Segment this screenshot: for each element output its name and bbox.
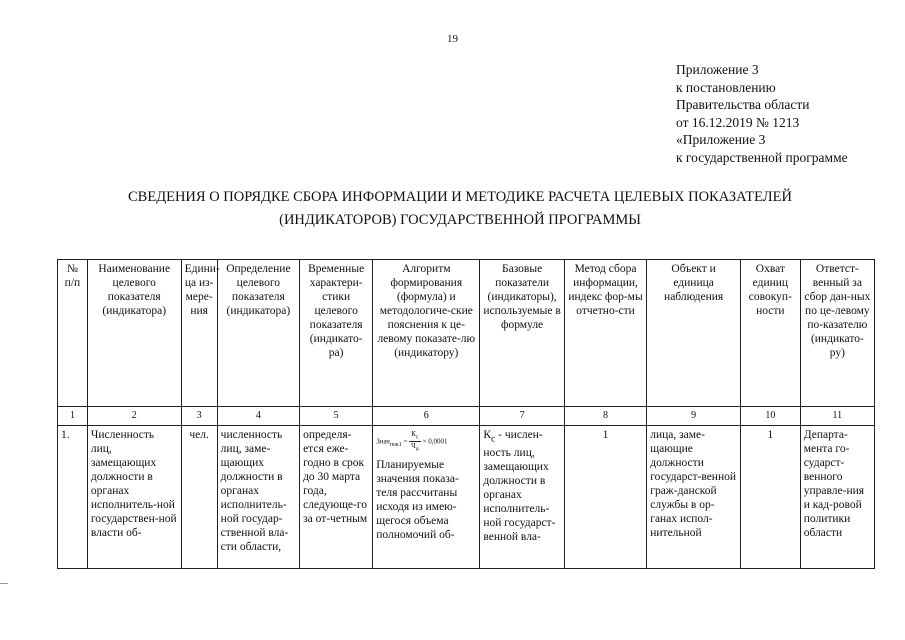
table-row bbox=[58, 426, 875, 569]
appendix-line: Правительства области bbox=[676, 97, 810, 112]
algorithm-explanation: Планируемые значения показа-теля рассчитаны исходя из имею-щегося объема полномочий об- bbox=[376, 458, 459, 541]
document-title bbox=[60, 186, 860, 232]
unit-of-measure: чел. bbox=[181, 426, 217, 569]
collection-method: 1 bbox=[564, 426, 646, 569]
header-cell: Временные характери-стики целевого показателя (индикато-ра) bbox=[300, 260, 373, 407]
indicator-name: Численность лиц, замещающих должности в органах исполнитель-ной государствен-ной власти об- bbox=[87, 426, 181, 569]
appendix-line: к государственной программе bbox=[676, 149, 848, 165]
indicator-definition: численность лиц, заме-щающих должности в органах исполнитель-ной государ-ственной вла-сти области, bbox=[217, 426, 299, 569]
algorithm-cell bbox=[373, 426, 480, 569]
column-number: 1 bbox=[58, 407, 88, 426]
appendix-reference bbox=[676, 61, 848, 166]
coverage: 1 bbox=[740, 426, 800, 569]
column-number: 11 bbox=[800, 407, 874, 426]
header-cell: № п/п bbox=[58, 260, 88, 407]
table-header-row bbox=[58, 260, 875, 407]
header-cell: Ответст-венный за сбор дан-ных по це-левому по-казателю (индикато-ру) bbox=[800, 260, 874, 407]
base-indicators: $К_с$ - числен-ность лиц, замещающих должности в органах исполнитель-ной государст-венной вла- bbox=[480, 426, 564, 569]
header-cell: Едини-ца из-мере-ния bbox=[181, 260, 217, 407]
responsible-party: Департа-мента го-сударст-венного управле-ния и кад-ровой политики области bbox=[800, 426, 874, 569]
header-cell: Метод сбора информации, индекс фор-мы отчетно-сти bbox=[564, 260, 646, 407]
column-number: 7 bbox=[480, 407, 564, 426]
header-cell: Определение целевого показателя (индикатора) bbox=[217, 260, 299, 407]
header-cell: Наименование целевого показателя (индикатора) bbox=[87, 260, 181, 407]
header-cell: Объект и единица наблюдения bbox=[647, 260, 741, 407]
appendix-line: Приложение 3 bbox=[676, 62, 759, 77]
column-number: 2 bbox=[87, 407, 181, 426]
row-number: 1. bbox=[58, 426, 88, 569]
appendix-line: от 16.12.2019 № 1213 bbox=[676, 114, 800, 130]
appendix-line: к постановлению bbox=[676, 79, 776, 95]
column-number: 3 bbox=[181, 407, 217, 426]
header-cell: Алгоритм формирования (формула) и методологиче-ские пояснения к це-левому показате-лю (индикатору) bbox=[373, 260, 480, 407]
column-number: 4 bbox=[217, 407, 299, 426]
title-line: СВЕДЕНИЯ О ПОРЯДКЕ СБОРА ИНФОРМАЦИИ И МЕТОДИКЕ РАСЧЕТА ЦЕЛЕВЫХ ПОКАЗАТЕЛЕЙ bbox=[128, 189, 792, 205]
column-number: 6 bbox=[373, 407, 480, 426]
title-line: (ИНДИКАТОРОВ) ГОСУДАРСТВЕННОЙ ПРОГРАММЫ bbox=[279, 212, 641, 228]
appendix-line: «Приложение 3 bbox=[676, 132, 766, 147]
column-number: 9 bbox=[647, 407, 741, 426]
column-number-row bbox=[58, 407, 875, 426]
formula-fraction: $\frac{К_с}{Ч_н}$ bbox=[411, 430, 419, 453]
indicators-table bbox=[57, 259, 875, 569]
header-cell: Охват единиц совокуп-ности bbox=[740, 260, 800, 407]
column-number: 5 bbox=[300, 407, 373, 426]
formula: Знач$_{пок1}$ = $\frac{К_с}{Ч_н}$ × 0,0001 bbox=[376, 430, 448, 453]
page-number: 19 bbox=[447, 33, 458, 45]
column-number: 10 bbox=[740, 407, 800, 426]
time-characteristics: определя-ется еже-годно в срок до 30 марта года, следующе-го за от-четным bbox=[300, 426, 373, 569]
margin-mark bbox=[0, 583, 8, 584]
header-cell: Базовые показатели (индикаторы), используемые в формуле bbox=[480, 260, 564, 407]
observation-object: лица, заме-щающие должности государст-венной граж-данской службы в ор-ганах испол-нительной bbox=[647, 426, 741, 569]
column-number: 8 bbox=[564, 407, 646, 426]
